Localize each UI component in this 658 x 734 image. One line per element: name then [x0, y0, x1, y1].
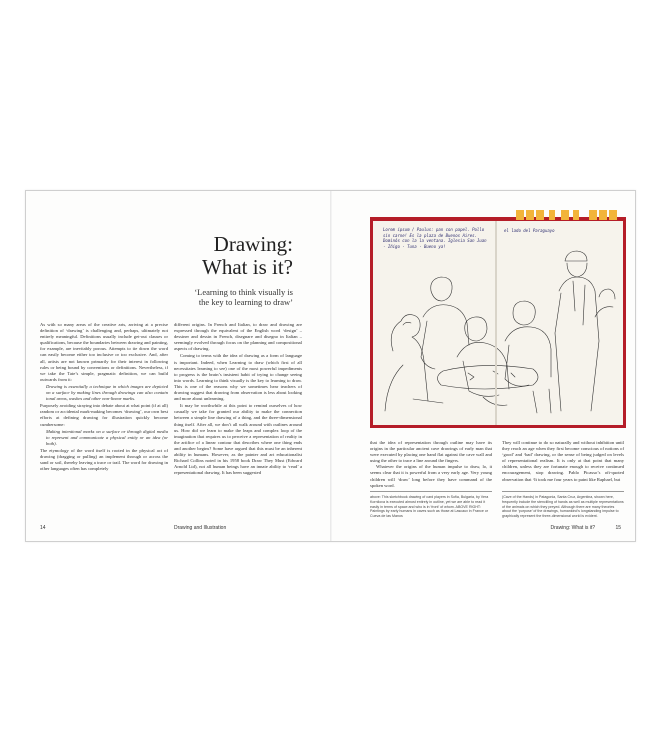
- sketchbook-illustration: [370, 217, 626, 428]
- sticky-tab: [573, 210, 579, 220]
- body-paragraph: Whatever the origins of the human impulse to draw, lo, it seems clear that it is powerful from a very early age. Very young children will ‘draw’ long before they have command of the spoken word.: [370, 464, 492, 488]
- sketchbook-handwritten-note: Lorem ipsum / Paulus: pan con papel. Pollo sin carne! Es la plaza de Buenos Aires. Dominós con la la ventana. Iglesia San Juan · Iñigo · Tuna · Bueno ya!: [383, 227, 487, 249]
- caption-rule: [502, 491, 624, 492]
- image-caption: [370, 495, 492, 519]
- sticky-tab: [599, 210, 607, 220]
- sticky-tab: [549, 210, 555, 220]
- sticky-tab: [609, 210, 617, 220]
- body-paragraph: that the idea of representation through outline may have its origins in the particular ancient cave drawings of early man that were executed by placing one hand flat against the cave wall and using the other to trace a line around the fingers.: [370, 440, 492, 464]
- body-paragraph: Purposely avoiding straying into debate about at what point (if at all) random or accidental mark-making becomes ‘drawing’, our own best efforts at defining drawing for illustration quickly become cumbersome:: [40, 403, 168, 427]
- book-spread: [25, 190, 636, 542]
- sticky-tab: [561, 210, 569, 220]
- right-page: [332, 191, 635, 541]
- body-paragraph: As with so many areas of the creative arts, arriving at a precise definition of ‘drawing’ is challenging and, perhaps, ultimately not entirely meaningful. Definitions usually include get-out clauses or qualifications, because the boundaries between drawing and painting, for example, are inevitably porous. Attempts to tie down the word can easily become either too inclusive or too exclusive. And, after all, artists are not known primarily for their interest in following rules or being bound by conventions or definitions. Nevertheless, if we take the Tate’s simple, pragmatic definition, we can build outwards from it:: [40, 322, 168, 382]
- chapter-pull-quote: [93, 287, 293, 307]
- page-number-right: 15: [615, 525, 621, 531]
- sticky-tab: [536, 210, 544, 220]
- sticky-tab: [526, 210, 534, 220]
- right-page-column-1: [370, 440, 492, 489]
- sketchbook-spine: [495, 221, 497, 425]
- running-head-right: Drawing: What is it?: [550, 525, 595, 531]
- chapter-title-line-1: Drawing:: [213, 232, 293, 256]
- pull-quote-line-2: the key to learning to draw’: [198, 297, 293, 307]
- caption-rule: [370, 491, 492, 492]
- sketchbook-handwritten-note-right: el lado del Paraguayo: [504, 228, 555, 233]
- image-caption: [502, 495, 624, 519]
- chapter-title: [93, 233, 293, 279]
- chapter-title-line-2: What is it?: [202, 255, 293, 279]
- definition-quote: Drawing is essentially a technique in which images are depicted on a surface by making lines through drawings can also contain tonal areas, washes and other non-linear marks.: [46, 383, 168, 402]
- running-head-left: Drawing and Illustration: [174, 525, 227, 531]
- body-paragraph: They will continue to do so naturally and without inhibition until they reach an age when they first become conscious of notions of ‘good’ and ‘bad’ drawing, or the sense of being judged on levels of representational realism. It is only at that point that many children, unless they are fortunate enough to receive continued encouragement, stop drawing. Pablo Picasso’s oft-quoted observation that ‘It took me four years to paint like Raphael, but: [502, 440, 624, 482]
- left-page-column-2: [174, 322, 302, 527]
- definition-quote: Making intentional marks on a surface or through digital media to represent and communicate a physical entity or an idea (or both).: [46, 428, 168, 446]
- left-page: [26, 191, 330, 541]
- sticky-tab: [516, 210, 524, 220]
- page-number-left: 14: [40, 525, 46, 531]
- pull-quote-line-1: ‘Learning to think visually is: [194, 287, 293, 297]
- body-paragraph: Coming to terms with the idea of drawing as a form of language is important. Indeed, when Learning to draw (which first of all necessitates learning to see) one of the most powerful impediments to progress is the brain’s insistent habit of trying to change seeing into words. Learning to think visually is the key to learning to draw. This is one of the reasons why we sometimes hear teachers of drawing suggest that drawing from observation is less about looking and more about unlearning.: [174, 353, 302, 402]
- caption-text: above: This sketchbook drawing of card players in Sofia, Bulgaria, by Vera Kornilova is executed almost entirely in outline, yet we are able to read it easily in terms of space and who is in ‘front’ of whom. ABOVE RIGHT: Paintings by early humans in caves such as those at Lascaux in France or Cueva de las Manos: [370, 495, 489, 519]
- caption-text: (Cave of the Hands) in Patagonia, Santa Cruz, Argentina, shown here, frequently include the stencilling of hands as well as multiple representations of the animals on which they preyed. Although there are many theories about the ‘purpose’ of the drawings, humankind’s longstanding impulse to graphically represent the three-dimensional world is evident.: [502, 495, 624, 519]
- sticky-tab: [589, 210, 597, 220]
- left-page-column-1: [40, 322, 168, 527]
- right-page-column-2: [502, 440, 624, 483]
- body-paragraph: The etymology of the word itself is rooted in the physical act of drawing (dragging or pulling) an implement through or across the sand or soil, thereby leaving a trace or trail. The word for drawing in other languages often has completely: [40, 447, 168, 472]
- body-paragraph: It may be worthwhile at this point to remind ourselves of how casually we take for granted our ability to make the connection between a simple line drawing of a thing, and the three-dimensional thing itself. After all, we don’t all walk around with outlines around us. How did we learn to make the leaps and complex loop of the imagination that requires us to perceive a representation of reality in the artifice of a linear contour that describes where one thing ends and another begins? Some have argued that this must be an inherent ability in humans. However, as the painter and art educationalist Richard Collins noted in his 1958 book Draw They Must (Edward Arnold Ltd), not all human beings have an innate ability to ‘read’ a representational drawing. It has been suggested: [174, 403, 302, 476]
- body-paragraph: different origins. In French and Italian, to draw and drawing are expressed through the equivalent of the English word ‘design’ – dessiner and dessin in French, disegnare and disegno in Italian – seemingly evolved through focus on the planning and compositional aspects of drawing.: [174, 322, 302, 352]
